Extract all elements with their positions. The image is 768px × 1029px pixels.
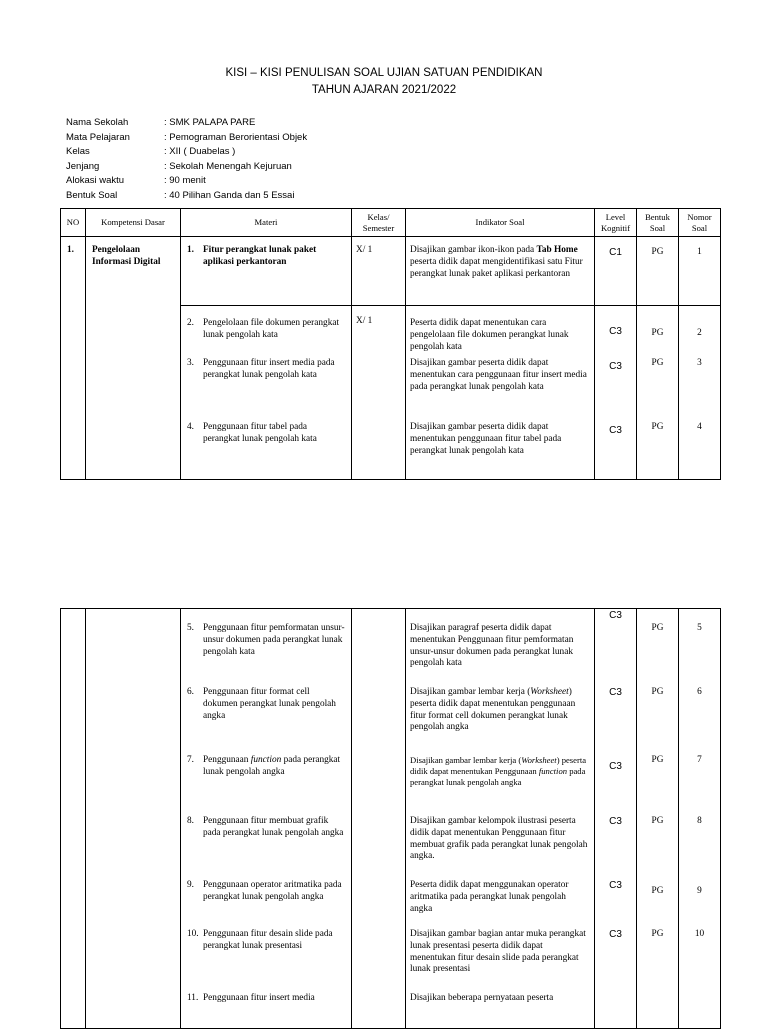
info-value: : 40 Pilihan Ganda dan 5 Essai [164,189,295,201]
info-label: Bentuk Soal [66,189,118,201]
bentuk-cell: PG PG PG [637,306,679,480]
header-nomor: Nomor Soal [679,209,721,237]
row-no-cell [61,609,86,1029]
header-indikator: Indikator Soal [406,209,595,237]
level-cell: C3 C3 C3 [595,306,637,480]
info-value: : Pemograman Berorientasi Objek [164,131,308,143]
info-row [66,174,307,189]
document-title: KISI – KISI PENULISAN SOAL UJIAN SATUAN PENDIDIKAN [225,67,543,79]
info-row [66,160,307,175]
bentuk-cell: PG [637,237,679,306]
info-label: Kelas [66,146,90,158]
materi-cell: 2. Pengelolaan file dokumen perangkat lunak pengolah kata 3. Penggunaan fitur insert media pada perangkat lunak pengolah kata 4. Penggunaan fitur tabel pada perangkat lunak pengolah kata [181,306,352,480]
info-label: Jenjang [66,160,100,172]
kelas-cell: X/ 1 [352,306,406,480]
header-level: Level Kognitif [595,209,637,237]
info-row [66,116,307,131]
materi-cell: 1. Fitur perangkat lunak paket aplikasi perkantoran [181,237,352,306]
info-row [66,145,307,160]
kisi-table-page2 [60,608,721,1029]
kelas-cell: X/ 1 [352,237,406,306]
header-materi: Materi [181,209,352,237]
bentuk-cell: PG PG PG PG PG PG [637,609,679,1029]
document-subtitle: TAHUN AJARAN 2021/2022 [311,84,457,96]
info-label: Mata Pelajaran [66,131,130,143]
kisi-table-page1 [60,208,721,480]
school-info [66,116,307,204]
indikator-cell: Peserta didik dapat menentukan cara pengelolaan file dokumen perangkat lunak pengolah kata Disajikan gambar peserta didik dapat menentukan cara penggunaan fitur insert media pada perangkat lunak pengolah kata Disajikan gambar peserta didik dapat menentukan penggunaan fitur tabel pada perangkat lunak pengolah kata [406,306,595,480]
nomor-cell: 1 [679,237,721,306]
info-value: : 90 menit [164,175,206,187]
info-value: : XII ( Duabelas ) [164,146,236,158]
nomor-cell: 2 3 4 [679,306,721,480]
header-no: NO [61,209,86,237]
info-row [66,189,307,204]
info-value: : Sekolah Menengah Kejuruan [164,160,292,172]
info-label: Nama Sekolah [66,117,129,128]
kompetensi-cell: Pengelolaan Informasi Digital [86,237,181,480]
header-kompetensi: Kompetensi Dasar [86,209,181,237]
table-row [61,609,721,1029]
indikator-cell: Disajikan gambar ikon-ikon pada Tab Home peserta didik dapat mengidentifikasi satu Fitur perangkat lunak paket aplikasi perkantoran [406,237,595,306]
table-header-row [61,209,721,237]
level-cell: C1 [595,237,637,306]
indikator-cell: Disajikan paragraf peserta didik dapat menentukan Penggunaan fitur pemformatan unsur-unsur dokumen pada perangkat lunak pengolah kata Disajikan gambar lembar kerja (Worksheet) peserta didik dapat menentukan penggunaan fitur format cell dokumen perangkat lunak pengolah angka Disajikan gambar lembar kerja (Worksheet) peserta didik dapat menentukan Penggunaan function pada perangkat lunak pengolah angka Disajikan gambar kelompok ilustrasi peserta didik dapat menentukan Penggunaan fitur membuat grafik pada perangkat lunak pengolah angka. Peserta didik dapat menggunakan operator aritmatika pada perangkat lunak pengolah angka Disajikan gambar bagian antar muka perangkat lunak presentasi peserta didik dapat menentukan fitur desain slide pada perangkat lunak presentasi Disajikan beberapa pernyataan peserta [406,609,595,1029]
table-row [61,237,721,306]
kompetensi-cell [86,609,181,1029]
header-kelas: Kelas/ Semester [352,209,406,237]
info-row [66,131,307,146]
materi-cell: 5. Penggunaan fitur pemformatan unsur-unsur dokumen pada perangkat lunak pengolah kata 6. Penggunaan fitur format cell dokumen perangkat lunak pengolah angka 7. Penggunaan function pada perangkat lunak pengolah angka 8. Penggunaan fitur membuat grafik pada perangkat lunak pengolah angka 9. Penggunaan operator aritmatika pada perangkat lunak pengolah angka 10. Penggunaan fitur desain slide pada perangkat lunak presentasi 11. Penggunaan fitur insert media [181,609,352,1029]
nomor-cell: 5 6 7 8 9 10 [679,609,721,1029]
info-value: : SMK PALAPA PARE [164,117,256,128]
info-label: Alokasi waktu [66,175,125,187]
row-no-cell: 1. [61,237,86,480]
level-cell: C3 C3 C3 C3 C3 C3 [595,609,637,1029]
kelas-cell [352,609,406,1029]
header-bentuk: Bentuk Soal [637,209,679,237]
